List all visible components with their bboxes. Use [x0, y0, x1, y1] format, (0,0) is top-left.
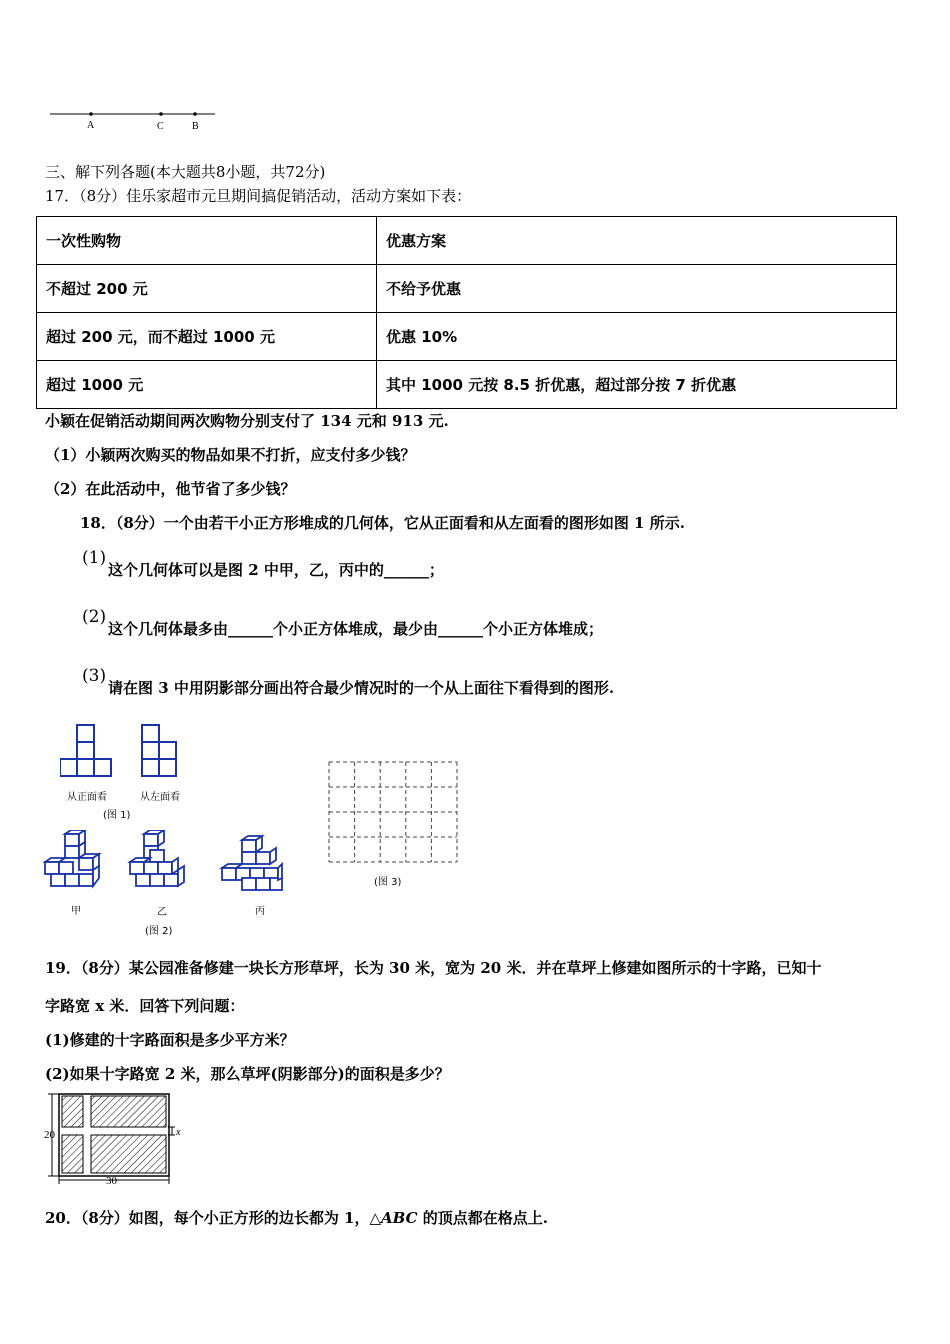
dashed-grid-figure	[326, 760, 462, 868]
lawn-figure	[42, 1092, 188, 1187]
solid-label-bing: 丙	[255, 906, 265, 917]
table-cell: 优惠 10%	[377, 313, 897, 361]
q19-line2: 字路宽 x 米．回答下列问题：	[45, 997, 245, 1015]
q18-prompt: 18．（8分）一个由若干小正方形堆成的几何体，它从正面看和从左面看的图形如图 1 所示.	[80, 514, 685, 532]
triangle-label: △ABC	[369, 1209, 418, 1227]
table-cell: 不超过 200 元	[37, 265, 377, 313]
q18-part1-number: (1)	[82, 548, 107, 568]
height-label: 20	[44, 1129, 55, 1141]
table-cell: 不给予优惠	[377, 265, 897, 313]
q17-sub2: （2）在此活动中，他节省了多少钱？	[45, 480, 296, 498]
q18-part1: 这个几何体可以是图 2 中甲，乙，丙中的______；	[108, 561, 444, 579]
q19-sub1: (1)修建的十字路面积是多少平方米？	[45, 1031, 295, 1049]
table-cell: 超过 200 元，而不超过 1000 元	[37, 313, 377, 361]
table-cell: 其中 1000 元按 8.5 折优惠，超过部分按 7 折优惠	[377, 361, 897, 409]
solid-label-jia: 甲	[71, 906, 81, 917]
fig3-caption: (图 3)	[374, 877, 402, 888]
q17-statement: 小颖在促销活动期间两次购物分别支付了 134 元和 913 元.	[45, 412, 449, 430]
q18-part2-number: (2)	[82, 607, 107, 627]
width-label: 30	[106, 1175, 117, 1187]
table-row	[37, 217, 897, 265]
left-view-label: 从左面看	[140, 792, 180, 803]
point-label-b: B	[192, 121, 199, 132]
q20-prompt-text: 20．（8分）如图，每个小正方形的边长都为 1，	[45, 1209, 370, 1227]
fig2-caption: (图 2)	[145, 926, 173, 937]
solid-label-yi: 乙	[157, 907, 167, 918]
q20-prompt	[45, 1208, 548, 1228]
q19-sub2: (2)如果十字路宽 2 米，那么草坪(阴影部分)的面积是多少？	[45, 1065, 450, 1083]
table-header-cell: 一次性购物	[37, 217, 377, 265]
q20-prompt-end: 的顶点都在格点上.	[417, 1209, 549, 1227]
table-cell: 超过 1000 元	[37, 361, 377, 409]
point-label-c: C	[157, 121, 164, 132]
q18-part3-number: (3)	[82, 666, 107, 686]
solid-bing-figure	[218, 830, 288, 896]
front-view-figure	[60, 723, 114, 779]
q19-line1: 19．（8分）某公园准备修建一块长方形草坪，长为 30 米，宽为 20 米．并在草坪上修建如图所示的十字路，已知十	[45, 959, 822, 977]
promo-table	[36, 216, 897, 409]
q18-part2: 这个几何体最多由______个小正方体堆成，最少由______个小正方体堆成；	[108, 620, 604, 638]
q17-sub1: （1）小颖两次购买的物品如果不打折，应支付多少钱？	[45, 446, 416, 464]
road-width-label: x	[176, 1127, 181, 1138]
q17-prompt: 17．（8分）佳乐家超市元旦期间搞促销活动，活动方案如下表：	[45, 187, 472, 205]
solid-yi-figure	[126, 830, 188, 896]
table-row	[37, 265, 897, 313]
point-label-a: A	[87, 120, 95, 131]
fig1-caption: (图 1)	[103, 810, 131, 821]
q18-part3: 请在图 3 中用阴影部分画出符合最少情况时的一个从上面往下看得到的图形.	[108, 679, 615, 697]
section-heading: 三、解下列各题(本大题共8小题，共72分)	[45, 163, 326, 181]
left-view-figure	[140, 723, 180, 779]
table-header-cell: 优惠方案	[377, 217, 897, 265]
front-view-label: 从正面看	[67, 792, 107, 803]
solid-jia-figure	[43, 830, 105, 896]
number-line-figure	[45, 105, 225, 135]
table-row	[37, 313, 897, 361]
table-row	[37, 361, 897, 409]
